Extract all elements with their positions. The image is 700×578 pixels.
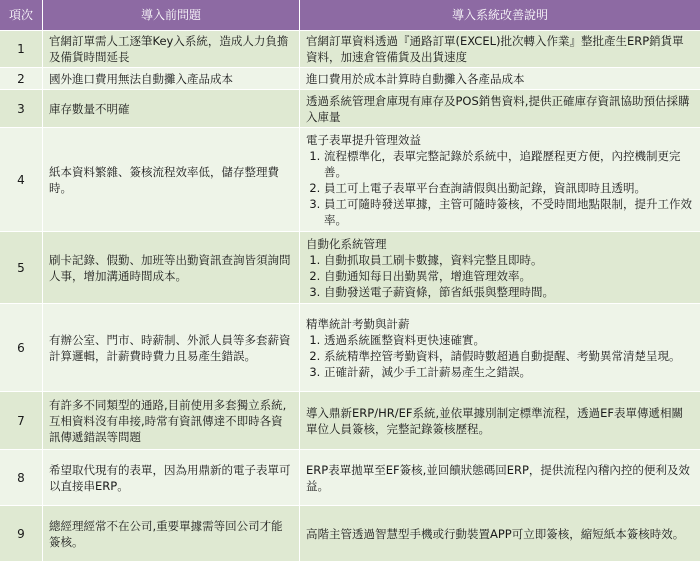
row-before: 有辦公室、門市、時薪制、外派人員等多套薪資計算邏輯，計薪費時費力且易產生錯誤。 <box>43 303 300 391</box>
row-before: 刷卡記錄、假勤、加班等出勤資訊查詢皆須詢問人事，增加溝通時間成本。 <box>43 231 300 303</box>
row-no: 9 <box>0 505 43 561</box>
list-item: 2. 系統精準控管考勤資料，請假時數超過自動提醒、考勤異常清楚呈現。 <box>324 348 694 364</box>
row-no: 7 <box>0 391 43 449</box>
row-no: 4 <box>0 127 43 231</box>
list-item: 1. 流程標準化，表單完整記錄於系統中，追蹤歷程更方便，內控機制更完善。 <box>324 148 694 180</box>
table-row <box>0 89 700 127</box>
row-after: ERP表單拋單至EF簽核,並回饋狀態碼回ERP，提供流程內稽內控的便利及效益。 <box>300 449 700 505</box>
after-heading: 自動化系統管理 <box>306 236 387 251</box>
row-after: 官網訂單資料透過『通路訂單(EXCEL)批次轉入作業』整批產生ERP銷貨單資料，加速倉管備貨及出貨速度 <box>300 30 700 67</box>
list-item: 3. 自動發送電子薪資條，節省紙張與整理時間。 <box>324 284 694 300</box>
list-item: 3. 員工可隨時發送單據，主管可隨時簽核，不受時間地點限制，提升工作效率。 <box>324 196 694 228</box>
row-after: 透過系統管理倉庫現有庫存及POS銷售資料,提供正確庫存資訊協助預估採購入庫量 <box>300 89 700 127</box>
after-heading: 精準統計考勤與計薪 <box>306 316 410 331</box>
list-item: 2. 員工可上電子表單平台查詢請假與出勤記錄，資訊即時且透明。 <box>324 180 694 196</box>
row-before: 紙本資料繁雜、簽核流程效率低，儲存整理費時。 <box>43 127 300 231</box>
list-item: 1. 自動抓取員工刷卡數據，資料完整且即時。 <box>324 252 694 268</box>
row-no: 1 <box>0 30 43 67</box>
header-no: 項次 <box>0 0 43 30</box>
table-row <box>0 67 700 89</box>
row-after <box>300 231 700 303</box>
list-item: 1. 透過系統匯整資料更快速確實。 <box>324 332 694 348</box>
row-after: 導入鼎新ERP/HR/EF系統,並依單據別制定標準流程，透過EF表單傳遞相關單位人員簽核，完整記錄簽核歷程。 <box>300 391 700 449</box>
row-before: 國外進口費用無法自動攤入產品成本 <box>43 67 300 89</box>
list-item: 2. 自動通知每日出勤異常，增進管理效率。 <box>324 268 694 284</box>
list-item: 3. 正確計薪，減少手工計薪易產生之錯誤。 <box>324 364 694 380</box>
row-no: 6 <box>0 303 43 391</box>
table-row <box>0 231 700 303</box>
row-after: 進口費用於成本計算時自動攤入各產品成本 <box>300 67 700 89</box>
table-row <box>0 449 700 505</box>
row-no: 3 <box>0 89 43 127</box>
row-before: 庫存數量不明確 <box>43 89 300 127</box>
table-row <box>0 391 700 449</box>
row-no: 5 <box>0 231 43 303</box>
row-no: 2 <box>0 67 43 89</box>
table-header-row <box>0 0 700 30</box>
row-after: 高階主管透過智慧型手機或行動裝置APP可立即簽核，縮短紙本簽核時效。 <box>300 505 700 561</box>
row-before: 有許多不同類型的通路,目前使用多套獨立系統,互相資料沒有串接,時常有資訊傳達不即時各資訊傳遞錯誤等問題 <box>43 391 300 449</box>
row-before: 總經理經常不在公司,重要單據需等回公司才能簽核。 <box>43 505 300 561</box>
after-list <box>306 332 694 380</box>
table-row <box>0 30 700 67</box>
row-before: 希望取代現有的表單，因為用鼎新的電子表單可以直接串ERP。 <box>43 449 300 505</box>
row-after <box>300 127 700 231</box>
table-row <box>0 505 700 561</box>
table-row <box>0 127 700 231</box>
table-row <box>0 303 700 391</box>
row-after <box>300 303 700 391</box>
row-no: 8 <box>0 449 43 505</box>
header-after: 導入系統改善說明 <box>300 0 700 30</box>
after-list <box>306 252 694 300</box>
after-heading: 電子表單提升管理效益 <box>306 132 421 147</box>
row-before: 官網訂單需人工逐筆Key入系統，造成人力負擔及備貨時間延長 <box>43 30 300 67</box>
after-list <box>306 148 694 228</box>
header-before: 導入前問題 <box>43 0 300 30</box>
